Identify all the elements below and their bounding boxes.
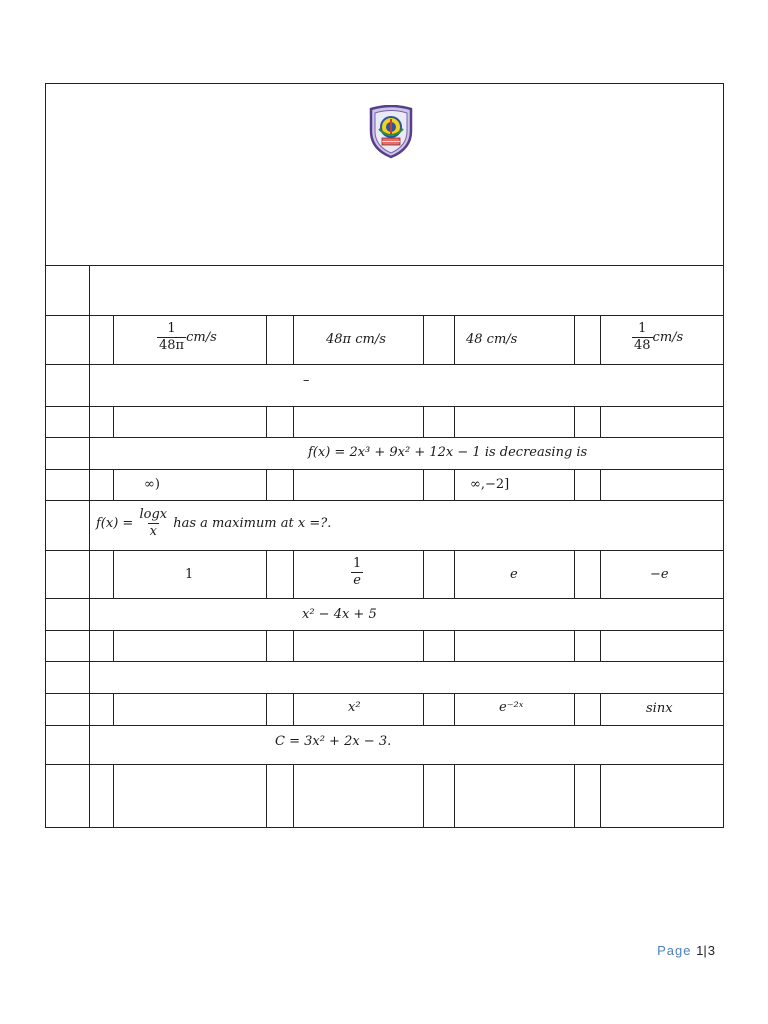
q4-statement: f(x) = $\frac{\log x}{x}$ has a maximum at x =?. [96, 507, 332, 539]
row-divider [46, 693, 723, 694]
question-paper-table [45, 83, 724, 828]
q2-fragment: – [303, 373, 310, 388]
q7-option-c: e⁻²ˣ [499, 700, 524, 715]
school-emblem-icon [367, 105, 415, 159]
page-number: 1 [696, 943, 704, 958]
row-divider [46, 364, 723, 365]
q3-option-a: ∞) [144, 477, 160, 492]
row-divider [46, 469, 723, 470]
q7-option-d: sinx [646, 701, 673, 716]
q3-option-c: ∞,−2] [470, 477, 510, 492]
q1-option-d: $\frac{1}{48}$ cm/s [634, 321, 684, 353]
q4-option-c: e [510, 567, 518, 582]
page-separator: | [703, 943, 708, 958]
qno-column-divider [89, 265, 90, 828]
row-divider [46, 315, 723, 316]
row-divider [46, 550, 723, 551]
row-divider [46, 437, 723, 438]
row-divider [46, 630, 723, 631]
row-divider [46, 764, 723, 765]
row-divider [46, 265, 723, 266]
row-divider [46, 500, 723, 501]
row-divider [46, 598, 723, 599]
row-divider [46, 406, 723, 407]
page-footer [657, 943, 715, 958]
page-total: 3 [707, 943, 715, 958]
q7-option-b: x² [348, 700, 361, 715]
page-label: Page [657, 943, 692, 958]
q4-option-b: $\frac{1}{e}$ [353, 556, 362, 588]
row-divider [46, 725, 723, 726]
q3-statement: f(x) = 2x³ + 9x² + 12x − 1 is decreasing is [308, 445, 588, 460]
q4-option-a: 1 [185, 567, 194, 582]
q1-option-b: 48π cm/s [326, 332, 386, 347]
row-divider [46, 661, 723, 662]
q1-option-c: 48 cm/s [466, 332, 518, 347]
q8-statement: C = 3x² + 2x − 3. [275, 734, 392, 749]
q1-option-a: $\frac{1}{48\pi}$ cm/s [159, 321, 217, 353]
q5-statement: x² − 4x + 5 [302, 607, 377, 622]
q4-option-d: −e [650, 567, 669, 582]
